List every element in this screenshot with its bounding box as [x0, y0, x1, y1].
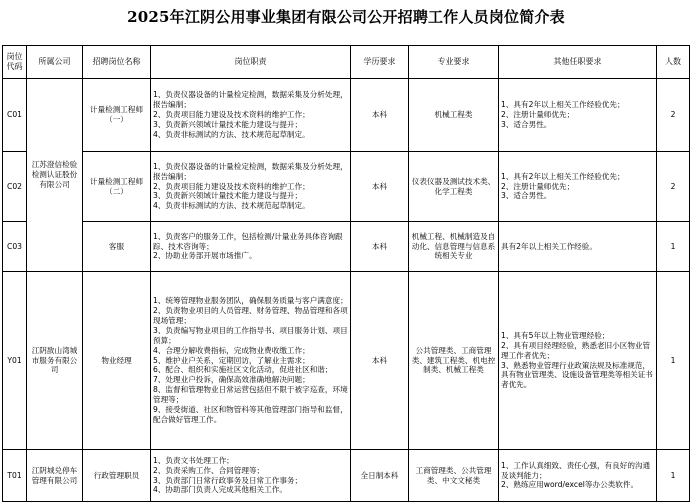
- duty-line: 1、负责客户的服务工作，包括检测/计量业务具体咨询跟踪、技术咨询等；: [153, 231, 343, 251]
- other-line: 2、具有项目经理经验，熟悉老旧小区物业管理工作者优先；: [501, 340, 651, 360]
- cell-count: 1: [657, 272, 690, 450]
- cell-count: 1: [657, 222, 690, 272]
- duty-line: 2、负责采购工作、合同管理等；: [153, 465, 265, 475]
- other-line: 具有2年以上相关工作经验。: [501, 241, 597, 251]
- duty-line: 3、负责部门日常行政事务及日常工作事务；: [153, 475, 303, 485]
- other-line: 1、工作认真细致、责任心强，有良好的沟通及谈判能力；: [501, 460, 651, 480]
- header-company: 所属公司: [27, 46, 83, 79]
- cell-education: 本科: [351, 272, 409, 450]
- cell-company: 江苏澄信检验检测认证股份有限公司: [27, 79, 83, 272]
- cell-education: 本科: [351, 222, 409, 272]
- cell-code: C02: [3, 152, 27, 222]
- duty-line: 5、维护业户关系，定期回访，了解业主需求；: [153, 355, 310, 365]
- table-row: [3, 152, 690, 222]
- table-header-row: [3, 46, 690, 79]
- cell-major: 机械工程类: [409, 79, 499, 152]
- other-line: 3、适合男性。: [501, 119, 552, 129]
- duty-line: 8、监督和管理物业日常运营包括但不限于被字巡查，环境管理等；: [153, 385, 348, 404]
- cell-position: 计量检测工程师（一）: [83, 79, 151, 152]
- table-row: [3, 222, 690, 272]
- duty-line: 3、负责新兴领域计量技术能力建设与提升；: [153, 191, 303, 201]
- duty-line: 6、配合、组织和实施社区文化活动，促进社区和谐；: [153, 365, 333, 375]
- cell-major: 仪表仪器及测试技术类、化学工程类: [409, 152, 499, 222]
- header-code: 岗位代码: [3, 46, 27, 79]
- duty-line: 1、负责仪器设备的计量检定检测，数据采集及分析处理，报告编制；: [153, 161, 348, 181]
- duty-line: 4、负责非标测试的方法、技术规范起草制定。: [153, 129, 310, 139]
- duty-line: 2、负责项目能力建设及技术资料的维护工作；: [153, 110, 310, 120]
- cell-code: C01: [3, 79, 27, 152]
- cell-duties: [151, 152, 351, 222]
- cell-duties: [151, 222, 351, 272]
- duty-line: 1、负责仪器设备的计量检定检测，数据采集及分析处理，报告编制；: [153, 90, 348, 110]
- other-line: 3、适合男性。: [501, 191, 552, 201]
- table-row: [3, 79, 690, 152]
- position-table: [2, 45, 690, 502]
- cell-other: [499, 272, 657, 450]
- other-line: 1、具有5年以上物业管理经验；: [501, 330, 610, 340]
- header-count: 人数: [657, 46, 690, 79]
- cell-position: 物业经理: [83, 272, 151, 450]
- cell-education: 本科: [351, 152, 409, 222]
- duty-line: 3、负责新兴领域计量技术能力建设与提升；: [153, 119, 303, 129]
- duty-line: 7、处理业户投诉，确保高效准确地解决问题；: [153, 375, 310, 385]
- duty-line: 1、负责文书处理工作；: [153, 455, 234, 465]
- cell-company: 江阴城兑停车管理有限公司: [27, 450, 83, 502]
- other-line: 2、注册计量师优先；: [501, 181, 575, 191]
- cell-other: [499, 79, 657, 152]
- cell-code: C03: [3, 222, 27, 272]
- duty-line: 9、接受街道、社区和物管科等其他管理部门指导和监督，配合做好管理工作。: [153, 404, 348, 424]
- cell-major: 公共管理类、工商管理类、建筑工程类、机电控制类、机械工程类: [409, 272, 499, 450]
- duty-line: 2、协助业务部开展市场推广。: [153, 251, 257, 261]
- header-duties: 岗位职责: [151, 46, 351, 79]
- cell-education: 本科: [351, 79, 409, 152]
- cell-position: 行政管理职员: [83, 450, 151, 502]
- cell-code: Y01: [3, 272, 27, 450]
- cell-count: 2: [657, 79, 690, 152]
- page-title: 2025年江阴公用事业集团有限公司公开招聘工作人员岗位简介表: [127, 8, 565, 26]
- duty-line: 1、统筹管理物业服务团队，确保服务质量与客户满意度；: [153, 296, 348, 306]
- other-line: 2、注册计量师优先；: [501, 110, 575, 120]
- cell-count: 1: [657, 450, 690, 502]
- header-position: 招聘岗位名称: [83, 46, 151, 79]
- cell-duties: [151, 272, 351, 450]
- cell-major: 工商管理类、公共管理类、中文文秘类: [409, 450, 499, 502]
- cell-duties: [151, 79, 351, 152]
- cell-company: 江阴敔山湾城市服务有限公司: [27, 272, 83, 450]
- cell-position: 客服: [83, 222, 151, 272]
- other-line: 1、具有2年以上相关工作经验优先；: [501, 100, 625, 110]
- cell-count: 2: [657, 152, 690, 222]
- cell-position: 计量检测工程师（二）: [83, 152, 151, 222]
- other-line: 2、熟练应用word/excel等办公类软件。: [501, 480, 639, 490]
- duty-line: 4、协助部门负责人完成其他相关工作。: [153, 485, 287, 495]
- cell-duties: [151, 450, 351, 502]
- duty-line: 4、合理分解收费指标，完成物业费收缴工作；: [153, 345, 310, 355]
- cell-other: [499, 152, 657, 222]
- table-row: [3, 272, 690, 450]
- other-line: 3、熟悉物业管理行业政策法规及标准规范，具有物业管理类、设施设备管理类等相关证书者优先。: [501, 360, 653, 390]
- duty-line: 3、负责编写物业项目的工作指导书、项目服务计划、项目预算；: [153, 325, 348, 345]
- duty-line: 2、负责项目能力建设及技术资料的维护工作；: [153, 181, 310, 191]
- cell-education: 全日制本科: [351, 450, 409, 502]
- cell-code: T01: [3, 450, 27, 502]
- cell-major: 机械工程、机械制造及自动化、信息管理与信息系统相关专业: [409, 222, 499, 272]
- other-line: 1、具有2年以上相关工作经验优先；: [501, 171, 625, 181]
- header-other: 其他任职要求: [499, 46, 657, 79]
- duty-line: 2、负责物业项目的人员管理、财务管理、物品管理和各项现场管理；: [153, 306, 348, 326]
- header-education: 学历要求: [351, 46, 409, 79]
- cell-other: [499, 222, 657, 272]
- header-major: 专业要求: [409, 46, 499, 79]
- duty-line: 4、负责非标测试的方法、技术规范起草制定。: [153, 201, 310, 211]
- cell-other: [499, 450, 657, 502]
- table-row: [3, 450, 690, 502]
